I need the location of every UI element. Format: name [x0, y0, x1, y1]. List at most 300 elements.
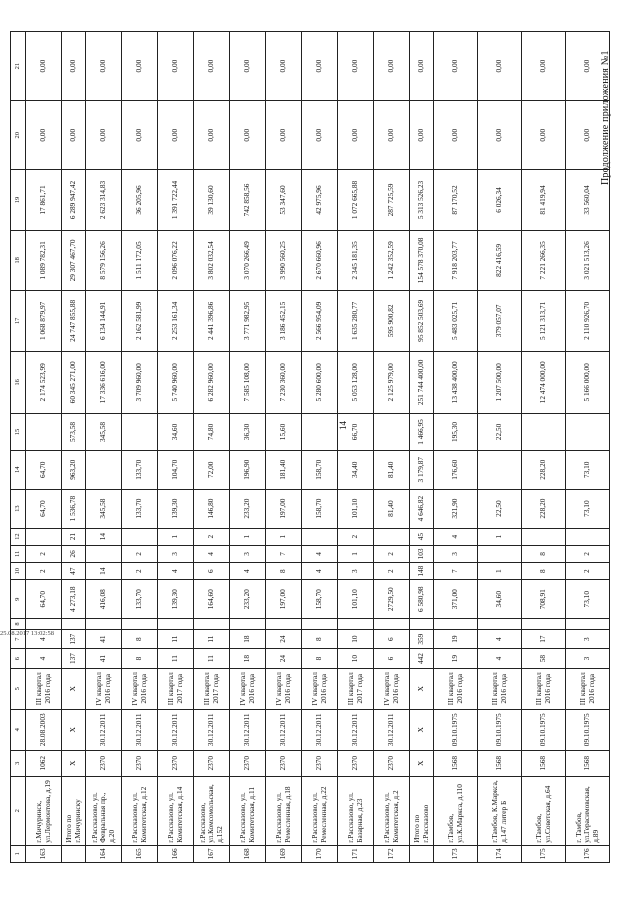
cell-c3: 2370 — [338, 750, 374, 776]
column-number: 11 — [11, 545, 26, 562]
cell-c9: 197,00 — [266, 580, 302, 619]
cell-c18: 1 242 352,59 — [374, 230, 410, 290]
cell-c8 — [266, 619, 302, 630]
cell-c15 — [374, 414, 410, 451]
cell-c3: 2370 — [158, 750, 194, 776]
cell-no: 168 — [230, 845, 266, 862]
cell-c14: 963,20 — [62, 450, 86, 489]
cell-addr: г. Тамбов, ул.Герасимовская, д.89 — [566, 776, 610, 845]
cell-c7: 11 — [158, 629, 194, 648]
column-number: 3 — [11, 750, 26, 776]
cell-c14: 196,90 — [230, 450, 266, 489]
cell-c4: 09.10.1975 — [522, 709, 566, 750]
cell-c8 — [158, 619, 194, 630]
cell-c16: 5 053 128,00 — [338, 351, 374, 414]
column-number: 7 — [11, 629, 26, 648]
cell-c14 — [478, 450, 522, 489]
cell-c17: 1 635 280,77 — [338, 291, 374, 351]
cell-c7: 24 — [266, 629, 302, 648]
cell-c18: 154 578 370,08 — [410, 230, 434, 290]
cell-c9: 4 273,18 — [62, 580, 86, 619]
cell-c7: 4 — [478, 629, 522, 648]
cell-c9: 133,70 — [122, 580, 158, 619]
cell-c20: 0,00 — [302, 101, 338, 170]
cell-c19: 1 391 722,44 — [158, 170, 194, 230]
cell-c11: 103 — [410, 545, 434, 562]
cell-c10: 2 — [566, 563, 610, 580]
cell-c20: 0,00 — [374, 101, 410, 170]
cell-c3: X — [62, 750, 86, 776]
cell-c15: 573,58 — [62, 414, 86, 451]
cell-c7: 359 — [410, 629, 434, 648]
table-row — [302, 32, 338, 863]
cell-c16: 1 207 500,00 — [478, 351, 522, 414]
cell-c17: 2 566 954,09 — [302, 291, 338, 351]
cell-c5: IV квартал 2016 года — [302, 668, 338, 709]
cell-addr: г.Рассказово, ул. Ремесленная, д.18 — [266, 776, 302, 845]
continuation-title: Продолжение приложения №1 — [600, 50, 611, 185]
cell-c6: 11 — [158, 649, 194, 668]
cell-c5: IV квартал 2016 года — [266, 668, 302, 709]
cell-c3: 1568 — [478, 750, 522, 776]
cell-c15: 345,58 — [86, 414, 122, 451]
cell-c7: 4 — [26, 629, 62, 648]
column-number: 10 — [11, 563, 26, 580]
cell-addr: г.Рассказово, ул. Базарная, д.23 — [338, 776, 374, 845]
cell-c13: 197,00 — [266, 489, 302, 528]
cell-c6: 18 — [230, 649, 266, 668]
table-row — [410, 32, 434, 863]
cell-c3: 1568 — [434, 750, 478, 776]
cell-c11: 3 — [434, 545, 478, 562]
cell-c12: 1 — [266, 528, 302, 545]
table-row — [62, 32, 86, 863]
cell-c17: 24 747 855,88 — [62, 291, 86, 351]
cell-c19: 2 623 314,83 — [86, 170, 122, 230]
cell-c10: 47 — [62, 563, 86, 580]
column-number: 21 — [11, 32, 26, 101]
cell-c8 — [522, 619, 566, 630]
cell-c9: 708,91 — [522, 580, 566, 619]
cell-c5: IV квартал 2016 года — [86, 668, 122, 709]
cell-c9: 139,30 — [158, 580, 194, 619]
cell-addr: г.Рассказово, ул.Комсомольская, д.152 — [194, 776, 230, 845]
cell-c4: 30.12.2011 — [374, 709, 410, 750]
cell-addr: г.Рассказово, ул. Комитетская, д.2 — [374, 776, 410, 845]
cell-c13: 133,70 — [122, 489, 158, 528]
column-number: 1 — [11, 845, 26, 862]
cell-c19: 53 347,60 — [266, 170, 302, 230]
cell-c10: 4 — [158, 563, 194, 580]
cell-c6: 10 — [338, 649, 374, 668]
cell-c19: 1 072 665,88 — [338, 170, 374, 230]
cell-c17: 3 771 982,95 — [230, 291, 266, 351]
cell-c9: 416,08 — [86, 580, 122, 619]
cell-c11 — [86, 545, 122, 562]
cell-c10: 1 — [478, 563, 522, 580]
cell-c6: 58 — [522, 649, 566, 668]
cell-c16: 6 282 960,00 — [194, 351, 230, 414]
cell-no: 176 — [566, 845, 610, 862]
cell-c5: III квартал 2016 года — [26, 668, 62, 709]
cell-c5: IV квартал 2016 года — [374, 668, 410, 709]
cell-c17: 2 162 581,99 — [122, 291, 158, 351]
cell-c12 — [302, 528, 338, 545]
cell-c20: 0,00 — [62, 101, 86, 170]
cell-addr: г.Рассказово, ул. Комитетская, д.12 — [122, 776, 158, 845]
cell-c15: 36,30 — [230, 414, 266, 451]
page-number: 14 — [338, 421, 348, 430]
cell-c14: 3 179,87 — [410, 450, 434, 489]
cell-c10: 8 — [266, 563, 302, 580]
cell-c20: 0,00 — [434, 101, 478, 170]
cell-c12: 1 — [158, 528, 194, 545]
cell-c3: 2370 — [122, 750, 158, 776]
cell-addr: Итого по г.Рассказово — [410, 776, 434, 845]
cell-c11: 3 — [158, 545, 194, 562]
cell-c18: 1 511 172,05 — [122, 230, 158, 290]
cell-no: 172 — [374, 845, 410, 862]
cell-c12: 2 — [338, 528, 374, 545]
cell-c20: 0,00 — [122, 101, 158, 170]
cell-c7: 8 — [302, 629, 338, 648]
cell-c14: 73,10 — [566, 450, 610, 489]
cell-c14: 104,70 — [158, 450, 194, 489]
cell-c7: 18 — [230, 629, 266, 648]
table-row — [338, 32, 374, 863]
cell-c6: 41 — [86, 649, 122, 668]
cell-c21: 0,00 — [26, 32, 62, 101]
cell-c12: 2 — [194, 528, 230, 545]
cell-c16: 17 336 616,00 — [86, 351, 122, 414]
cell-c12: 4 — [434, 528, 478, 545]
cell-c14 — [86, 450, 122, 489]
cell-c13: 345,58 — [86, 489, 122, 528]
column-number: 16 — [11, 351, 26, 414]
cell-c19: 42 975,96 — [302, 170, 338, 230]
cell-c21: 0,00 — [374, 32, 410, 101]
cell-c3: 1568 — [522, 750, 566, 776]
cell-no: 171 — [338, 845, 374, 862]
cell-c7: 137 — [62, 629, 86, 648]
cell-c21: 0,00 — [230, 32, 266, 101]
cell-c18: 822 416,59 — [478, 230, 522, 290]
cell-c9: 101,10 — [338, 580, 374, 619]
cell-addr: г.Мичуринск, ул.Лермонтова, д.19 — [26, 776, 62, 845]
cell-c12 — [122, 528, 158, 545]
cell-c8 — [194, 619, 230, 630]
cell-c20: 0,00 — [86, 101, 122, 170]
cell-c10: 8 — [522, 563, 566, 580]
cell-c7: 3 — [566, 629, 610, 648]
cell-c18: 7 918 203,77 — [434, 230, 478, 290]
cell-c8 — [434, 619, 478, 630]
cell-c5: IV квартал 2016 года — [122, 668, 158, 709]
cell-c7: 41 — [86, 629, 122, 648]
cell-c17: 595 900,82 — [374, 291, 410, 351]
cell-c19: 287 725,59 — [374, 170, 410, 230]
cell-c15 — [302, 414, 338, 451]
table-row — [194, 32, 230, 863]
cell-c18: 1 089 782,31 — [26, 230, 62, 290]
cell-c17: 1 068 879,97 — [26, 291, 62, 351]
column-number: 18 — [11, 230, 26, 290]
cell-c8 — [338, 619, 374, 630]
cell-c8 — [374, 619, 410, 630]
cell-c3: X — [410, 750, 434, 776]
cell-c8 — [86, 619, 122, 630]
cell-c6: 24 — [266, 649, 302, 668]
cell-c14: 72,00 — [194, 450, 230, 489]
cell-c18: 7 221 266,35 — [522, 230, 566, 290]
cell-c17: 95 852 503,69 — [410, 291, 434, 351]
cell-c12 — [522, 528, 566, 545]
cell-c18: 3 802 032,54 — [194, 230, 230, 290]
cell-c4: 09.10.1975 — [478, 709, 522, 750]
cell-c21: 0,00 — [86, 32, 122, 101]
table-row — [122, 32, 158, 863]
cell-no: 167 — [194, 845, 230, 862]
cell-c21: 0,00 — [62, 32, 86, 101]
cell-c19: 6 026,34 — [478, 170, 522, 230]
cell-c10: 2 — [26, 563, 62, 580]
cell-c14: 228,20 — [522, 450, 566, 489]
cell-c19: 17 861,71 — [26, 170, 62, 230]
cell-c12 — [374, 528, 410, 545]
cell-c6: 137 — [62, 649, 86, 668]
print-timestamp: 25.08.2017 13:02:58 — [0, 630, 54, 637]
cell-c17: 6 134 144,91 — [86, 291, 122, 351]
table-row — [566, 32, 610, 863]
cell-c21: 0,00 — [478, 32, 522, 101]
cell-c7: 6 — [374, 629, 410, 648]
cell-c20: 0,00 — [410, 101, 434, 170]
cell-c15: 195,30 — [434, 414, 478, 451]
cell-c7: 19 — [434, 629, 478, 648]
cell-c16: 2 125 979,00 — [374, 351, 410, 414]
cell-c9: 2729,50 — [374, 580, 410, 619]
cell-c7: 17 — [522, 629, 566, 648]
cell-c15: 22,50 — [478, 414, 522, 451]
cell-c21: 0,00 — [158, 32, 194, 101]
table-row — [86, 32, 122, 863]
cell-c13: 4 646,82 — [410, 489, 434, 528]
table-row — [522, 32, 566, 863]
cell-c20: 0,00 — [194, 101, 230, 170]
cell-c16: 3 709 960,00 — [122, 351, 158, 414]
column-number: 15 — [11, 414, 26, 451]
cell-c9: 158,70 — [302, 580, 338, 619]
cell-c13: 81,40 — [374, 489, 410, 528]
cell-c6: 19 — [434, 649, 478, 668]
cell-c10: 148 — [410, 563, 434, 580]
cell-no: 169 — [266, 845, 302, 862]
cell-c4: 09.10.1975 — [434, 709, 478, 750]
cell-c19: 6 289 947,42 — [62, 170, 86, 230]
cell-c15 — [26, 414, 62, 451]
cell-c15: 66,70 — [338, 414, 374, 451]
cell-c10: 4 — [230, 563, 266, 580]
cell-c3: 2370 — [230, 750, 266, 776]
cell-c16: 251 744 400,00 — [410, 351, 434, 414]
cell-c16: 12 474 000,00 — [522, 351, 566, 414]
column-number: 12 — [11, 528, 26, 545]
cell-c10: 7 — [434, 563, 478, 580]
cell-c14: 81,40 — [374, 450, 410, 489]
cell-c17: 379 057,07 — [478, 291, 522, 351]
cell-c21: 0,00 — [522, 32, 566, 101]
cell-c4: 09.10.1975 — [566, 709, 610, 750]
cell-c5: III квартал 2017 года — [338, 668, 374, 709]
cell-c11: 26 — [62, 545, 86, 562]
cell-c16: 5 740 960,00 — [158, 351, 194, 414]
cell-c4: 30.12.2011 — [338, 709, 374, 750]
cell-c21: 0,00 — [266, 32, 302, 101]
column-number: 2 — [11, 776, 26, 845]
cell-c18: 29 307 467,70 — [62, 230, 86, 290]
cell-c18: 2 670 660,96 — [302, 230, 338, 290]
column-number: 4 — [11, 709, 26, 750]
cell-c16: 7 230 360,00 — [266, 351, 302, 414]
cell-c5: III квартал 2017 года — [158, 668, 194, 709]
column-number: 14 — [11, 450, 26, 489]
cell-c11: 2 — [122, 545, 158, 562]
table-row — [266, 32, 302, 863]
table-row — [158, 32, 194, 863]
cell-c12: 21 — [62, 528, 86, 545]
cell-c12: 1 — [230, 528, 266, 545]
cell-c12 — [26, 528, 62, 545]
cell-c5: III квартал 2017 года — [194, 668, 230, 709]
cell-c8 — [62, 619, 86, 630]
cell-c12: 45 — [410, 528, 434, 545]
cell-c4: 30.12.2011 — [122, 709, 158, 750]
cell-c15: 74,80 — [194, 414, 230, 451]
column-number: 5 — [11, 668, 26, 709]
cell-no — [410, 845, 434, 862]
cell-c11: 1 — [338, 545, 374, 562]
cell-c6: 6 — [374, 649, 410, 668]
cell-addr: г.Тамбов, К.Маркса, д.147 литер Б — [478, 776, 522, 845]
column-number: 9 — [11, 580, 26, 619]
cell-c13: 233,20 — [230, 489, 266, 528]
cell-c5: III квартал 2016 года — [566, 668, 610, 709]
cell-c12: 1 — [478, 528, 522, 545]
cell-c14: 64,70 — [26, 450, 62, 489]
cell-c11: 7 — [266, 545, 302, 562]
cell-c21: 0,00 — [122, 32, 158, 101]
cell-c14: 176,60 — [434, 450, 478, 489]
cell-c10: 14 — [86, 563, 122, 580]
cell-c16: 7 585 108,00 — [230, 351, 266, 414]
column-number: 20 — [11, 101, 26, 170]
column-number: 8 — [11, 619, 26, 630]
cell-c16: 13 438 400,00 — [434, 351, 478, 414]
table-row — [478, 32, 522, 863]
table-body — [11, 32, 610, 863]
cell-c13: 101,10 — [338, 489, 374, 528]
cell-c3: 1062 — [26, 750, 62, 776]
cell-c17: 5 121 313,71 — [522, 291, 566, 351]
cell-c18: 2 096 076,22 — [158, 230, 194, 290]
cell-no: 166 — [158, 845, 194, 862]
table-row — [374, 32, 410, 863]
table-row — [434, 32, 478, 863]
cell-c13: 139,30 — [158, 489, 194, 528]
cell-c20: 0,00 — [158, 101, 194, 170]
cell-c8 — [122, 619, 158, 630]
cell-c21: 0,00 — [302, 32, 338, 101]
cell-c12: 14 — [86, 528, 122, 545]
cell-c17: 2 441 396,86 — [194, 291, 230, 351]
cell-c17: 2 253 161,34 — [158, 291, 194, 351]
cell-c9: 6 580,98 — [410, 580, 434, 619]
cell-c19: 81 419,94 — [522, 170, 566, 230]
cell-c4: 30.12.2011 — [194, 709, 230, 750]
cell-c4: X — [410, 709, 434, 750]
cell-c11: 2 — [566, 545, 610, 562]
cell-c15 — [566, 414, 610, 451]
cell-c10: 2 — [122, 563, 158, 580]
cell-c18: 3 070 266,49 — [230, 230, 266, 290]
cell-no: 165 — [122, 845, 158, 862]
cell-c13: 73,10 — [566, 489, 610, 528]
cell-c6: 11 — [194, 649, 230, 668]
cell-c19: 5 313 526,23 — [410, 170, 434, 230]
table-row — [26, 32, 62, 863]
column-number: 17 — [11, 291, 26, 351]
cell-c16: 60 345 271,00 — [62, 351, 86, 414]
cell-c6: 4 — [26, 649, 62, 668]
cell-c14: 34,40 — [338, 450, 374, 489]
cell-c6: 8 — [122, 649, 158, 668]
cell-c11: 4 — [194, 545, 230, 562]
cell-c14: 133,70 — [122, 450, 158, 489]
cell-c16: 2 174 523,99 — [26, 351, 62, 414]
cell-c17: 5 483 025,71 — [434, 291, 478, 351]
cell-c13: 158,70 — [302, 489, 338, 528]
cell-c15: 15,60 — [266, 414, 302, 451]
rotated-content — [0, 5, 640, 885]
cell-no: 170 — [302, 845, 338, 862]
cell-c20: 0,00 — [230, 101, 266, 170]
cell-no: 164 — [86, 845, 122, 862]
cell-c3: 2370 — [194, 750, 230, 776]
cell-c4: X — [62, 709, 86, 750]
cell-c4: 28.08.2003 — [26, 709, 62, 750]
cell-c4: 30.12.2011 — [302, 709, 338, 750]
column-number: 13 — [11, 489, 26, 528]
cell-c11: 4 — [302, 545, 338, 562]
cell-c3: 2370 — [374, 750, 410, 776]
cell-c8 — [26, 619, 62, 630]
cell-c8 — [230, 619, 266, 630]
cell-c19: 87 170,52 — [434, 170, 478, 230]
cell-c3: 1568 — [566, 750, 610, 776]
cell-c14: 158,70 — [302, 450, 338, 489]
cell-c21: 0,00 — [434, 32, 478, 101]
cell-c21: 0,00 — [566, 32, 610, 101]
cell-c5: III квартал 2016 года — [478, 668, 522, 709]
cell-c7: 8 — [122, 629, 158, 648]
cell-c20: 0,00 — [522, 101, 566, 170]
cell-c7: 11 — [194, 629, 230, 648]
cell-c9: 233,20 — [230, 580, 266, 619]
cell-no: 175 — [522, 845, 566, 862]
cell-c18: 3 021 513,26 — [566, 230, 610, 290]
cell-addr: г.Рассказово, ул. Февральная пр., д.20 — [86, 776, 122, 845]
cell-c7: 10 — [338, 629, 374, 648]
